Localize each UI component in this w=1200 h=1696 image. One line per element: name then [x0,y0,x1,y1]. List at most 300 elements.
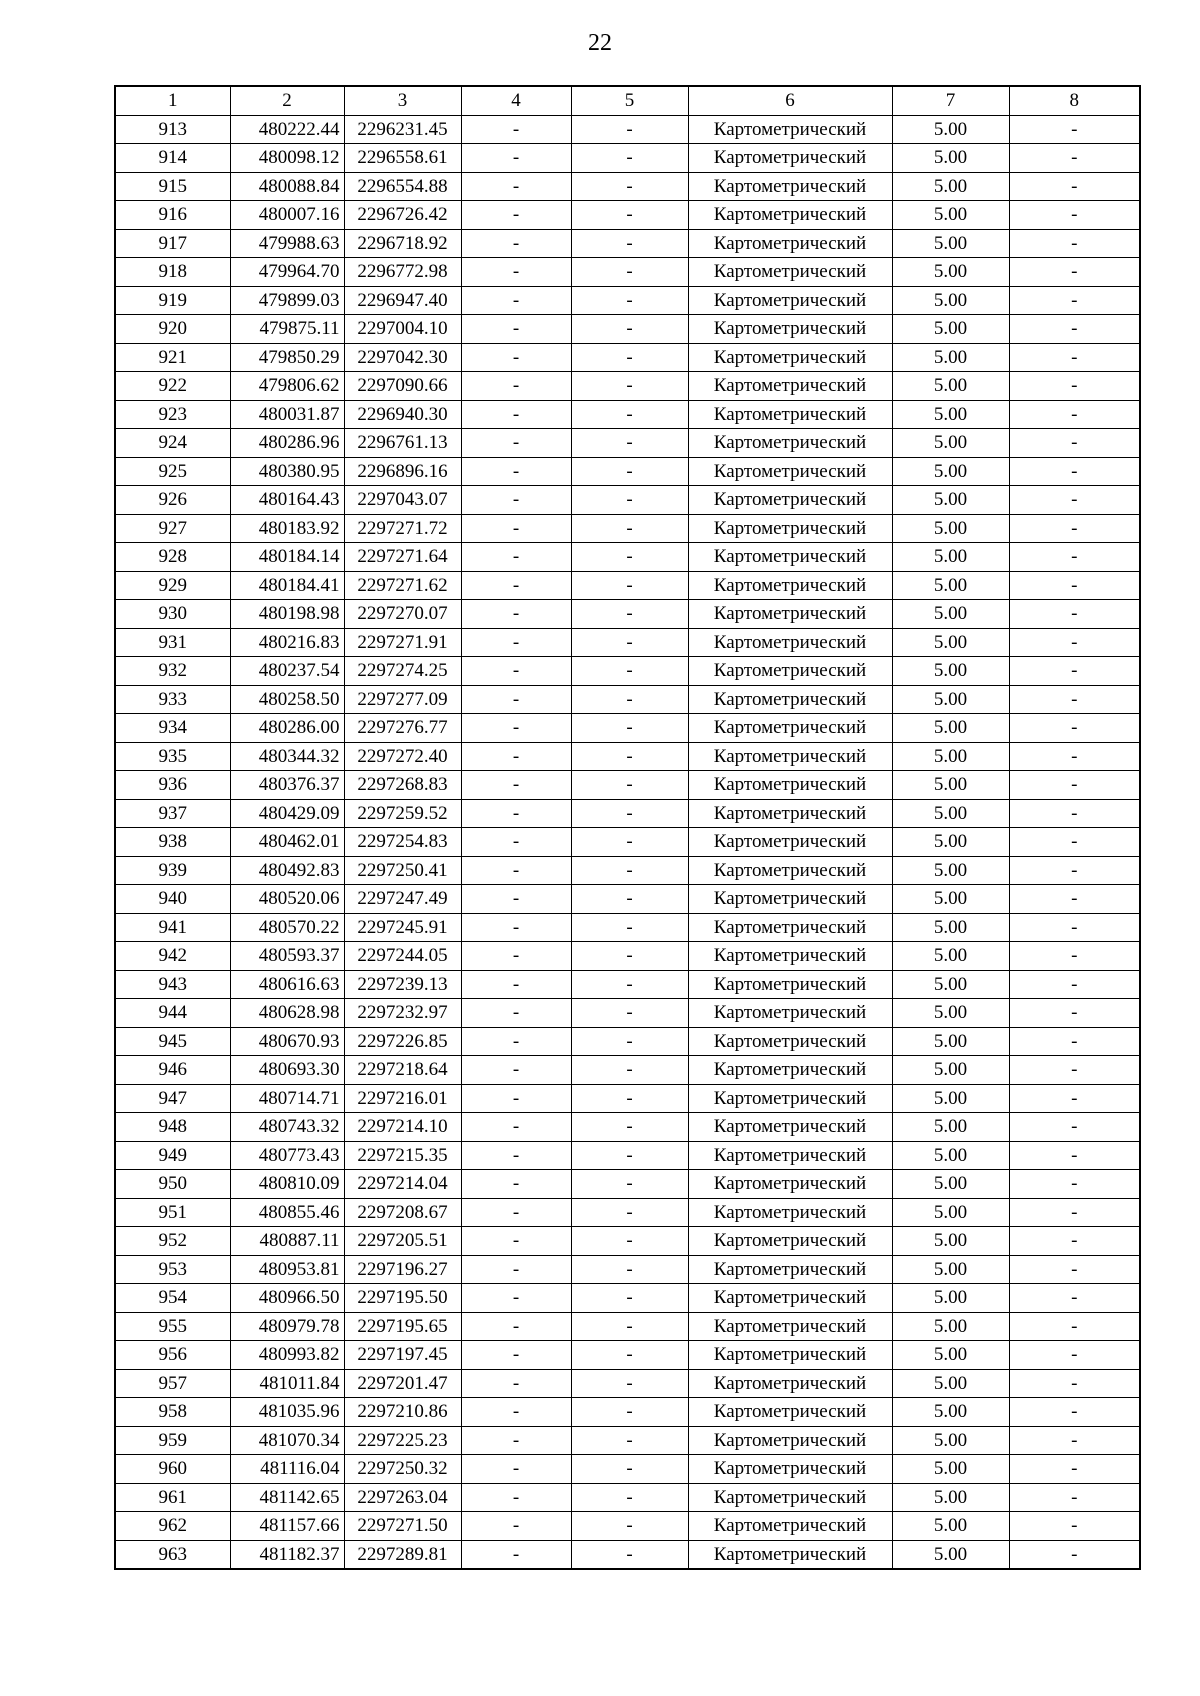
cell-method: Картометрический [688,1455,892,1484]
cell-col-8: - [1009,714,1140,743]
cell-col-5: - [571,999,688,1028]
table-row [115,1056,1140,1085]
cell-col-5: - [571,201,688,230]
cell-point-number: 962 [115,1512,230,1541]
cell-method: Картометрический [688,1540,892,1569]
cell-col-8: - [1009,343,1140,372]
cell-method: Картометрический [688,1027,892,1056]
table-row [115,1369,1140,1398]
cell-coordinate-x: 480966.50 [230,1284,344,1313]
cell-accuracy: 5.00 [892,172,1009,201]
cell-col-5: - [571,942,688,971]
cell-coordinate-x: 480570.22 [230,913,344,942]
cell-coordinate-x: 480164.43 [230,486,344,515]
cell-col-8: - [1009,771,1140,800]
cell-point-number: 951 [115,1198,230,1227]
cell-accuracy: 5.00 [892,144,1009,173]
cell-col-5: - [571,571,688,600]
cell-col-8: - [1009,600,1140,629]
cell-accuracy: 5.00 [892,1540,1009,1569]
cell-col-5: - [571,1512,688,1541]
column-header: 8 [1009,86,1140,115]
cell-coordinate-y: 2297250.32 [344,1455,461,1484]
cell-accuracy: 5.00 [892,201,1009,230]
cell-col-8: - [1009,856,1140,885]
table-row [115,400,1140,429]
cell-point-number: 937 [115,799,230,828]
cell-coordinate-y: 2297277.09 [344,685,461,714]
cell-point-number: 929 [115,571,230,600]
cell-coordinate-y: 2297197.45 [344,1341,461,1370]
cell-method: Картометрический [688,628,892,657]
cell-accuracy: 5.00 [892,685,1009,714]
cell-coordinate-x: 480520.06 [230,885,344,914]
cell-col-8: - [1009,885,1140,914]
cell-point-number: 918 [115,258,230,287]
cell-col-4: - [461,1312,571,1341]
column-header: 6 [688,86,892,115]
cell-method: Картометрический [688,1227,892,1256]
cell-point-number: 943 [115,970,230,999]
cell-col-4: - [461,714,571,743]
cell-col-4: - [461,144,571,173]
cell-point-number: 919 [115,286,230,315]
cell-coordinate-y: 2297239.13 [344,970,461,999]
cell-coordinate-y: 2297271.50 [344,1512,461,1541]
cell-method: Картометрический [688,885,892,914]
cell-coordinate-y: 2296726.42 [344,201,461,230]
cell-accuracy: 5.00 [892,514,1009,543]
cell-col-8: - [1009,201,1140,230]
cell-col-8: - [1009,828,1140,857]
cell-coordinate-x: 480743.32 [230,1113,344,1142]
cell-coordinate-x: 480616.63 [230,970,344,999]
cell-coordinate-y: 2297270.07 [344,600,461,629]
cell-col-5: - [571,1227,688,1256]
cell-col-8: - [1009,457,1140,486]
cell-point-number: 933 [115,685,230,714]
cell-accuracy: 5.00 [892,742,1009,771]
cell-col-4: - [461,1255,571,1284]
cell-point-number: 938 [115,828,230,857]
cell-coordinate-y: 2296761.13 [344,429,461,458]
cell-col-8: - [1009,258,1140,287]
cell-coordinate-x: 480031.87 [230,400,344,429]
cell-point-number: 948 [115,1113,230,1142]
cell-coordinate-x: 480593.37 [230,942,344,971]
cell-col-5: - [571,372,688,401]
cell-method: Картометрический [688,1369,892,1398]
cell-point-number: 927 [115,514,230,543]
table-row [115,372,1140,401]
cell-coordinate-y: 2297208.67 [344,1198,461,1227]
table-row [115,714,1140,743]
cell-coordinate-x: 480670.93 [230,1027,344,1056]
cell-accuracy: 5.00 [892,1312,1009,1341]
cell-col-4: - [461,315,571,344]
cell-coordinate-y: 2297195.65 [344,1312,461,1341]
table-row [115,486,1140,515]
cell-accuracy: 5.00 [892,999,1009,1028]
column-header: 1 [115,86,230,115]
cell-col-5: - [571,115,688,144]
cell-coordinate-y: 2297043.07 [344,486,461,515]
table-row [115,771,1140,800]
cell-accuracy: 5.00 [892,657,1009,686]
cell-coordinate-x: 480222.44 [230,115,344,144]
cell-coordinate-x: 480286.00 [230,714,344,743]
cell-col-5: - [571,1455,688,1484]
table-row [115,201,1140,230]
cell-accuracy: 5.00 [892,315,1009,344]
cell-col-4: - [461,571,571,600]
cell-col-4: - [461,685,571,714]
cell-coordinate-y: 2296231.45 [344,115,461,144]
cell-col-8: - [1009,657,1140,686]
cell-coordinate-x: 481011.84 [230,1369,344,1398]
cell-col-8: - [1009,543,1140,572]
cell-col-5: - [571,457,688,486]
cell-col-5: - [571,856,688,885]
cell-point-number: 953 [115,1255,230,1284]
cell-point-number: 960 [115,1455,230,1484]
cell-col-8: - [1009,1141,1140,1170]
cell-col-5: - [571,1255,688,1284]
cell-col-5: - [571,400,688,429]
cell-point-number: 957 [115,1369,230,1398]
cell-point-number: 945 [115,1027,230,1056]
cell-accuracy: 5.00 [892,429,1009,458]
cell-point-number: 935 [115,742,230,771]
cell-col-5: - [571,657,688,686]
cell-accuracy: 5.00 [892,714,1009,743]
cell-col-8: - [1009,1369,1140,1398]
cell-col-5: - [571,1198,688,1227]
cell-col-8: - [1009,1284,1140,1313]
cell-col-5: - [571,229,688,258]
cell-method: Картометрический [688,144,892,173]
cell-col-5: - [571,172,688,201]
cell-col-4: - [461,970,571,999]
cell-col-5: - [571,514,688,543]
cell-coordinate-x: 481142.65 [230,1483,344,1512]
cell-coordinate-y: 2297201.47 [344,1369,461,1398]
cell-col-5: - [571,144,688,173]
cell-col-4: - [461,1141,571,1170]
cell-col-8: - [1009,115,1140,144]
cell-coordinate-x: 480628.98 [230,999,344,1028]
cell-col-4: - [461,1227,571,1256]
column-header: 7 [892,86,1009,115]
cell-col-4: - [461,771,571,800]
cell-accuracy: 5.00 [892,970,1009,999]
column-header: 3 [344,86,461,115]
cell-col-4: - [461,1540,571,1569]
cell-point-number: 944 [115,999,230,1028]
cell-point-number: 932 [115,657,230,686]
cell-col-5: - [571,1027,688,1056]
cell-accuracy: 5.00 [892,1369,1009,1398]
cell-accuracy: 5.00 [892,771,1009,800]
cell-accuracy: 5.00 [892,258,1009,287]
cell-col-5: - [571,343,688,372]
cell-col-4: - [461,913,571,942]
column-header: 2 [230,86,344,115]
cell-accuracy: 5.00 [892,1170,1009,1199]
cell-coordinate-x: 481157.66 [230,1512,344,1541]
table-header-row [115,86,1140,115]
cell-coordinate-y: 2296940.30 [344,400,461,429]
table-row [115,856,1140,885]
cell-point-number: 950 [115,1170,230,1199]
cell-accuracy: 5.00 [892,1483,1009,1512]
cell-coordinate-x: 479988.63 [230,229,344,258]
table-row [115,1084,1140,1113]
cell-accuracy: 5.00 [892,1084,1009,1113]
cell-col-5: - [571,714,688,743]
cell-coordinate-x: 480258.50 [230,685,344,714]
cell-coordinate-y: 2297263.04 [344,1483,461,1512]
cell-coordinate-y: 2297245.91 [344,913,461,942]
cell-col-4: - [461,343,571,372]
cell-method: Картометрический [688,1084,892,1113]
cell-method: Картометрический [688,1483,892,1512]
cell-coordinate-y: 2297215.35 [344,1141,461,1170]
cell-col-4: - [461,657,571,686]
table-row [115,970,1140,999]
cell-col-4: - [461,400,571,429]
cell-col-5: - [571,1113,688,1142]
cell-coordinate-x: 479806.62 [230,372,344,401]
cell-coordinate-x: 480993.82 [230,1341,344,1370]
cell-coordinate-x: 480376.37 [230,771,344,800]
table-row [115,685,1140,714]
column-header: 5 [571,86,688,115]
cell-col-5: - [571,742,688,771]
cell-col-8: - [1009,1170,1140,1199]
table-row [115,315,1140,344]
cell-accuracy: 5.00 [892,1113,1009,1142]
cell-method: Картометрический [688,315,892,344]
cell-point-number: 954 [115,1284,230,1313]
table-row [115,343,1140,372]
cell-coordinate-x: 481182.37 [230,1540,344,1569]
cell-col-8: - [1009,1483,1140,1512]
cell-accuracy: 5.00 [892,1426,1009,1455]
cell-coordinate-y: 2296896.16 [344,457,461,486]
table-row [115,942,1140,971]
cell-coordinate-y: 2297250.41 [344,856,461,885]
cell-point-number: 946 [115,1056,230,1085]
cell-col-8: - [1009,514,1140,543]
cell-coordinate-y: 2297090.66 [344,372,461,401]
cell-point-number: 921 [115,343,230,372]
cell-col-8: - [1009,970,1140,999]
cell-col-8: - [1009,999,1140,1028]
cell-method: Картометрический [688,1341,892,1370]
table-row [115,742,1140,771]
cell-col-4: - [461,1113,571,1142]
cell-point-number: 941 [115,913,230,942]
cell-coordinate-y: 2297225.23 [344,1426,461,1455]
cell-method: Картометрический [688,1312,892,1341]
table-row [115,1227,1140,1256]
cell-point-number: 928 [115,543,230,572]
table-row [115,172,1140,201]
cell-col-5: - [571,771,688,800]
cell-coordinate-y: 2296558.61 [344,144,461,173]
cell-coordinate-x: 480088.84 [230,172,344,201]
table-row [115,1284,1140,1313]
cell-col-8: - [1009,1084,1140,1113]
cell-coordinate-x: 480810.09 [230,1170,344,1199]
cell-col-8: - [1009,144,1140,173]
cell-col-4: - [461,1512,571,1541]
cell-col-5: - [571,1170,688,1199]
cell-col-8: - [1009,799,1140,828]
cell-accuracy: 5.00 [892,1398,1009,1427]
cell-method: Картометрический [688,1398,892,1427]
table-row [115,999,1140,1028]
cell-accuracy: 5.00 [892,343,1009,372]
cell-accuracy: 5.00 [892,571,1009,600]
table-row [115,1426,1140,1455]
cell-col-4: - [461,628,571,657]
cell-col-5: - [571,258,688,287]
cell-accuracy: 5.00 [892,115,1009,144]
cell-coordinate-x: 479899.03 [230,286,344,315]
table-row [115,913,1140,942]
cell-col-4: - [461,229,571,258]
table-row [115,657,1140,686]
cell-coordinate-x: 480714.71 [230,1084,344,1113]
cell-coordinate-y: 2297226.85 [344,1027,461,1056]
cell-coordinate-y: 2297214.10 [344,1113,461,1142]
cell-accuracy: 5.00 [892,1198,1009,1227]
table-row [115,1512,1140,1541]
cell-accuracy: 5.00 [892,1227,1009,1256]
table-body [115,115,1140,1569]
cell-method: Картометрический [688,771,892,800]
cell-col-4: - [461,799,571,828]
cell-coordinate-x: 480183.92 [230,514,344,543]
cell-method: Картометрический [688,258,892,287]
cell-point-number: 923 [115,400,230,429]
cell-col-4: - [461,742,571,771]
cell-point-number: 914 [115,144,230,173]
cell-col-4: - [461,372,571,401]
cell-method: Картометрический [688,571,892,600]
cell-col-5: - [571,685,688,714]
cell-col-8: - [1009,1113,1140,1142]
cell-coordinate-x: 480237.54 [230,657,344,686]
cell-col-5: - [571,1312,688,1341]
cell-col-5: - [571,1056,688,1085]
cell-col-8: - [1009,429,1140,458]
cell-accuracy: 5.00 [892,799,1009,828]
cell-accuracy: 5.00 [892,372,1009,401]
cell-col-8: - [1009,372,1140,401]
cell-col-4: - [461,201,571,230]
cell-col-8: - [1009,229,1140,258]
cell-coordinate-y: 2297232.97 [344,999,461,1028]
cell-coordinate-y: 2297271.91 [344,628,461,657]
cell-coordinate-x: 480462.01 [230,828,344,857]
cell-col-5: - [571,628,688,657]
cell-coordinate-x: 480492.83 [230,856,344,885]
cell-method: Картометрический [688,828,892,857]
cell-method: Картометрический [688,1113,892,1142]
cell-coordinate-x: 480429.09 [230,799,344,828]
table-row [115,1170,1140,1199]
cell-coordinate-x: 479850.29 [230,343,344,372]
cell-method: Картометрический [688,172,892,201]
cell-point-number: 958 [115,1398,230,1427]
cell-point-number: 956 [115,1341,230,1370]
cell-point-number: 926 [115,486,230,515]
cell-col-4: - [461,1426,571,1455]
cell-point-number: 947 [115,1084,230,1113]
cell-col-8: - [1009,1227,1140,1256]
cell-point-number: 942 [115,942,230,971]
cell-accuracy: 5.00 [892,1027,1009,1056]
table-row [115,144,1140,173]
cell-coordinate-x: 481070.34 [230,1426,344,1455]
cell-coordinate-x: 480887.11 [230,1227,344,1256]
cell-coordinate-x: 481035.96 [230,1398,344,1427]
table-row [115,1341,1140,1370]
cell-method: Картометрический [688,201,892,230]
cell-method: Картометрический [688,543,892,572]
cell-method: Картометрический [688,486,892,515]
cell-coordinate-y: 2297216.01 [344,1084,461,1113]
cell-col-5: - [571,885,688,914]
cell-col-8: - [1009,315,1140,344]
cell-coordinate-x: 480953.81 [230,1255,344,1284]
cell-method: Картометрический [688,742,892,771]
cell-col-5: - [571,543,688,572]
cell-point-number: 936 [115,771,230,800]
cell-col-4: - [461,1341,571,1370]
cell-accuracy: 5.00 [892,942,1009,971]
cell-col-4: - [461,286,571,315]
cell-accuracy: 5.00 [892,400,1009,429]
cell-col-8: - [1009,942,1140,971]
cell-accuracy: 5.00 [892,286,1009,315]
cell-point-number: 963 [115,1540,230,1569]
cell-col-4: - [461,1170,571,1199]
cell-coordinate-x: 480773.43 [230,1141,344,1170]
cell-col-8: - [1009,571,1140,600]
table-row [115,1255,1140,1284]
cell-accuracy: 5.00 [892,828,1009,857]
cell-method: Картометрический [688,856,892,885]
cell-col-4: - [461,258,571,287]
cell-coordinate-x: 481116.04 [230,1455,344,1484]
cell-accuracy: 5.00 [892,486,1009,515]
cell-col-4: - [461,514,571,543]
cell-col-4: - [461,172,571,201]
table-row [115,286,1140,315]
cell-coordinate-x: 479875.11 [230,315,344,344]
cell-point-number: 961 [115,1483,230,1512]
cell-coordinate-y: 2297196.27 [344,1255,461,1284]
cell-col-8: - [1009,1056,1140,1085]
cell-col-4: - [461,1027,571,1056]
cell-col-8: - [1009,1027,1140,1056]
cell-accuracy: 5.00 [892,1341,1009,1370]
table-row [115,229,1140,258]
